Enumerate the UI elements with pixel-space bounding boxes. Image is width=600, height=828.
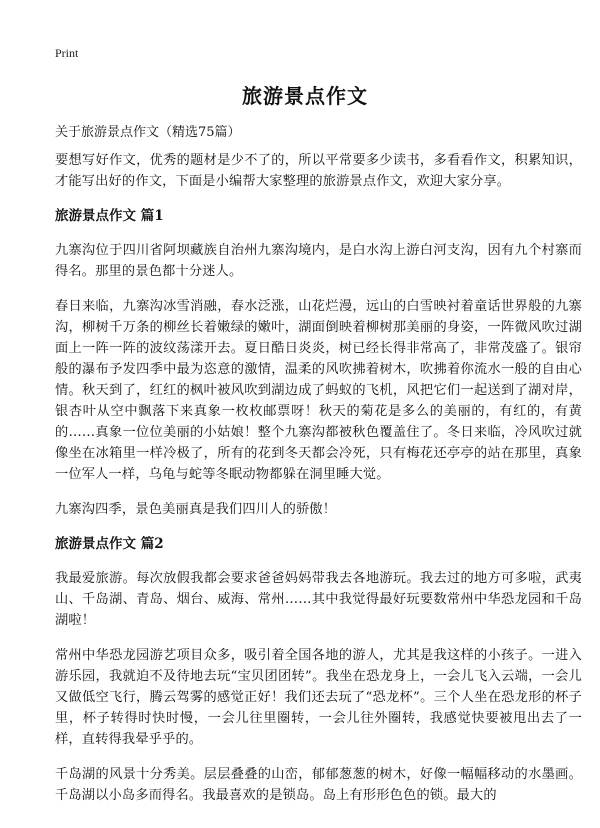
- page-title: 旅游景点作文: [242, 84, 368, 108]
- section-paragraph: 常州中华恐龙园游艺项目众多，吸引着全国各地的游人，尤其是我这样的小孩子。一进入游乐园，我就迫不及待地去玩“宝贝团团转”。我坐在恐龙身上，一会儿飞入云端，一会儿又做低空飞行，腾云驾雾的感觉正好！我们还去玩了“恐龙杯”。三个人坐在恐龙形的杯子里，杯子转得时快时慢，一会儿往里圈转，一会儿往外圈转，我感觉快要被甩出去了一样，直转得我晕乎乎的。: [55, 648, 582, 747]
- section-1: [55, 206, 582, 520]
- print-link[interactable]: Print: [55, 46, 79, 60]
- section-heading: 旅游景点作文 篇1: [55, 208, 164, 224]
- intro-paragraph: 要想写好作文，优秀的题材是少不了的，所以平常要多少读书，多看看作文，积累知识，才能写出好的作文，下面是小编帮大家整理的旅游景点作文，欢迎大家分享。: [55, 153, 582, 189]
- section-paragraph: 我最爱旅游。每次放假我都会要求爸爸妈妈带我去各地游玩。我去过的地方可多啦，武夷山、千岛湖、青岛、烟台、威海、常州……其中我觉得最好玩要数常州中华恐龙园和千岛湖啦！: [55, 571, 582, 628]
- section-paragraph: 九寨沟位于四川省阿坝藏族自治州九寨沟境内，是白水沟上游白河支沟，因有九个村寨而得名。那里的景色都十分迷人。: [55, 243, 582, 279]
- section-paragraph: 九寨沟四季，景色美丽真是我们四川人的骄傲！: [55, 502, 337, 517]
- section-paragraph: 春日来临，九寨沟冰雪消融，春水泛涨，山花烂漫，远山的白雪映衬着童话世界般的九寨沟，柳树千万条的柳丝长着嫩绿的嫩叶，湖面倒映着柳树那美丽的身姿，一阵微风吹过湖面上一阵一阵的波纹荡漾开去。夏日酷日炎炎，树已经长得非常高了，非常茂盛了。银帘般的瀑布予发四季中最为恣意的激情，温柔的风吹拂着树木，吹拂着你流水一般的自由心情。秋天到了，红红的枫叶被风吹到湖边成了蚂蚁的飞机，风把它们一起送到了湖对岸，银杏叶从空中飘落下来真象一枚枚邮票呀！秋天的菊花是多么的美丽的，有红的，有黄的……真象一位位美丽的小姑娘！整个九寨沟都被秋色覆盖住了。冬日来临，冷风吹过就像坐在冰箱里一样冷极了，所有的花到冬天都会冷死，只有梅花还亭亭的站在那里，真象一位军人一样，乌龟与蛇等冬眠动物都躲在洞里睡大觉。: [55, 299, 582, 482]
- page-subtitle: 关于旅游景点作文（精选75篇）: [55, 125, 241, 140]
- section-paragraph: 千岛湖的风景十分秀美。层层叠叠的山峦，郁郁葱葱的树木，好像一幅幅移动的水墨画。千岛湖以小岛多而得名。我最喜欢的是锁岛。岛上有形形色色的锁。最大的: [55, 767, 582, 803]
- article-body: [55, 150, 582, 820]
- section-heading: 旅游景点作文 篇2: [55, 536, 164, 552]
- section-2: [55, 534, 582, 806]
